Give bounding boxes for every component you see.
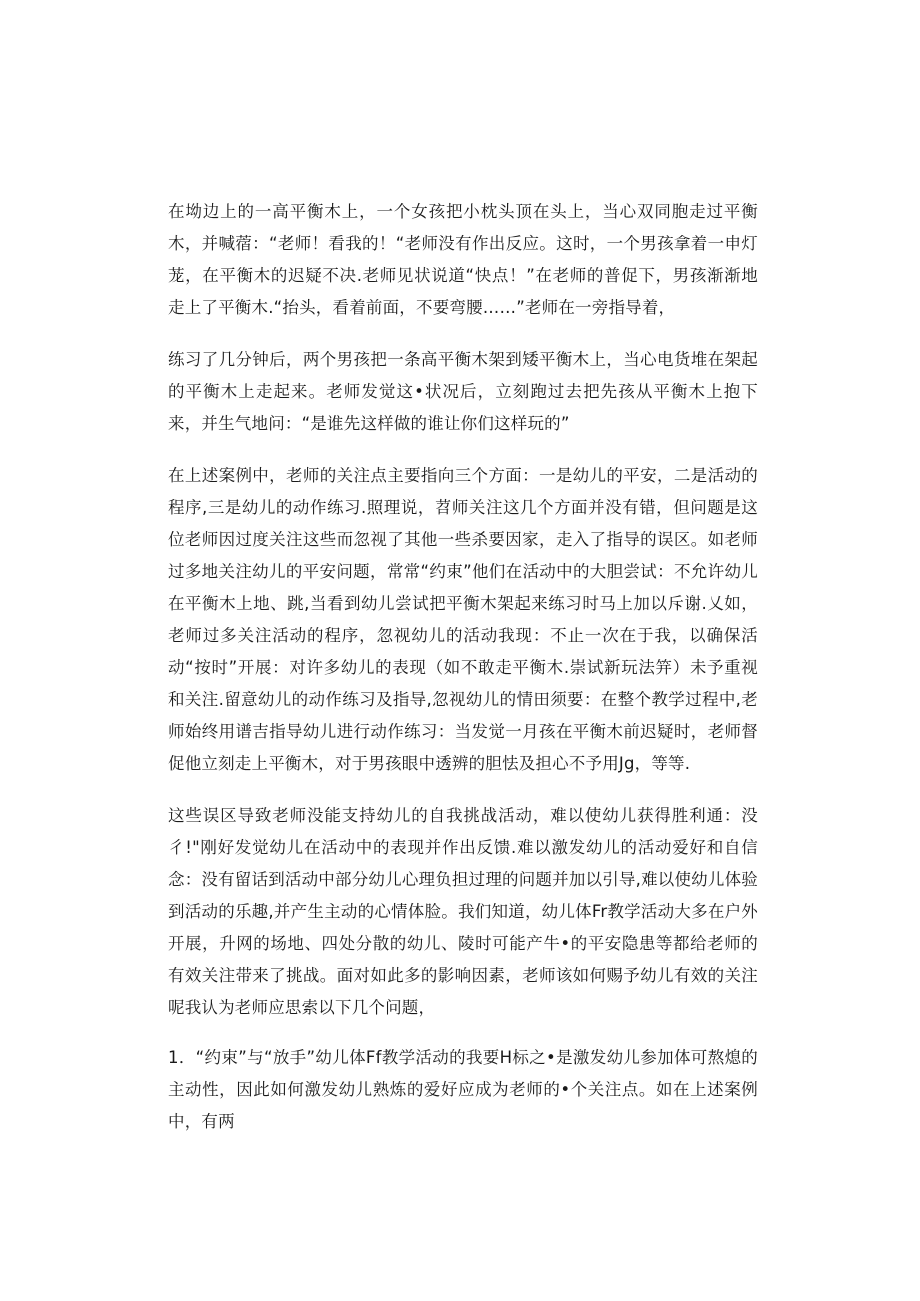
document-body [168,196,758,1138]
paragraph-1: 在坳边上的一高平衡木上，一个女孩把小枕头顶在头上，当心双同胞走过平衡木，并喊蓿：“老师！看我的！“老师没有作出反应。这时，一个男孩拿着一申灯茏，在平衡木的迟疑不决.老师见状说道“快点！”在老师的普促下，男孩渐渐地走上了平衡木.“抬头，看着前面，不要弯腰……”老师在一旁指导着， [168,202,758,317]
paragraph-5: 1．“约束”与“放手”幼儿体Ff教学活动的我要H标之•是激发幼儿参加体可熬熄的主动性，因此如何激发幼儿熟炼的爱好应成为老师的•个关注点。如在上述案例中，有两 [168,1048,758,1131]
paragraph-2: 练习了几分钟后，两个男孩把一条高平衡木架到矮平衡木上，当心电货堆在架起的平衡木上走起来。老师发觉这•状况后，立刻跑过去把先孩从平衡木上抱下来，并生气地问：“是谁先这样做的谁让你们这样玩的” [168,350,758,433]
paragraph-3: 在上述案例中，老师的关注点主要指向三个方面：一是幼儿的平安，二是活动的程序,三是幼儿的动作练习.照理说，苕师关注这几个方面并没有错，但问题是这位老师因过度关注这些而忽视了其他一些杀要因家，走入了指导的误区。如老师过多地关注幼儿的平安问题，常常“约束”他们在活动中的大胆尝试：不允许幼儿在平衡木上地、跳,当看到幼儿尝试把平衡木架起来练习时马上加以斥谢.乂如，老师过多关注活动的程序，忽视幼儿的活动我现：不止一次在于我，以确保活动“按时”开展：对许多幼儿的表现（如不敢走平衡木.崇试新玩法笄）未予重视和关注.留意幼儿的动作练习及指导,忽视幼儿的情田须要：在整个教学过程中,老师始终用谱吉指导幼儿进行动作练习：当发觉一月孩在平衡木前迟疑时，老师督促他立刻走上平衡木，对于男孩眼中透辨的胆怯及担心不予用Jg，等等. [168,466,758,773]
paragraph-4: 这些误区导致老师没能支持幼儿的自我挑战活动，难以使幼儿获得胜利通：没彳!"刚好发觉幼儿在活动中的表现并作出反馈.难以激发幼儿的活动爱好和自信念：没有留话到活动中部分幼儿心理负担过理的问题并加以引导,难以使幼儿体验到活动的乐趣,并产生主动的心情体脸。我们知道，幼儿体Fr教学活动大多在户外开展，升网的场地、四处分散的幼儿、陵时可能产牛•的平安隐患等都给老师的有效关注带来了挑战。面对如此多的影响因素，老师该如何赐予幼儿有效的关注呢我认为老师应思索以下几个问题， [168,806,758,1017]
